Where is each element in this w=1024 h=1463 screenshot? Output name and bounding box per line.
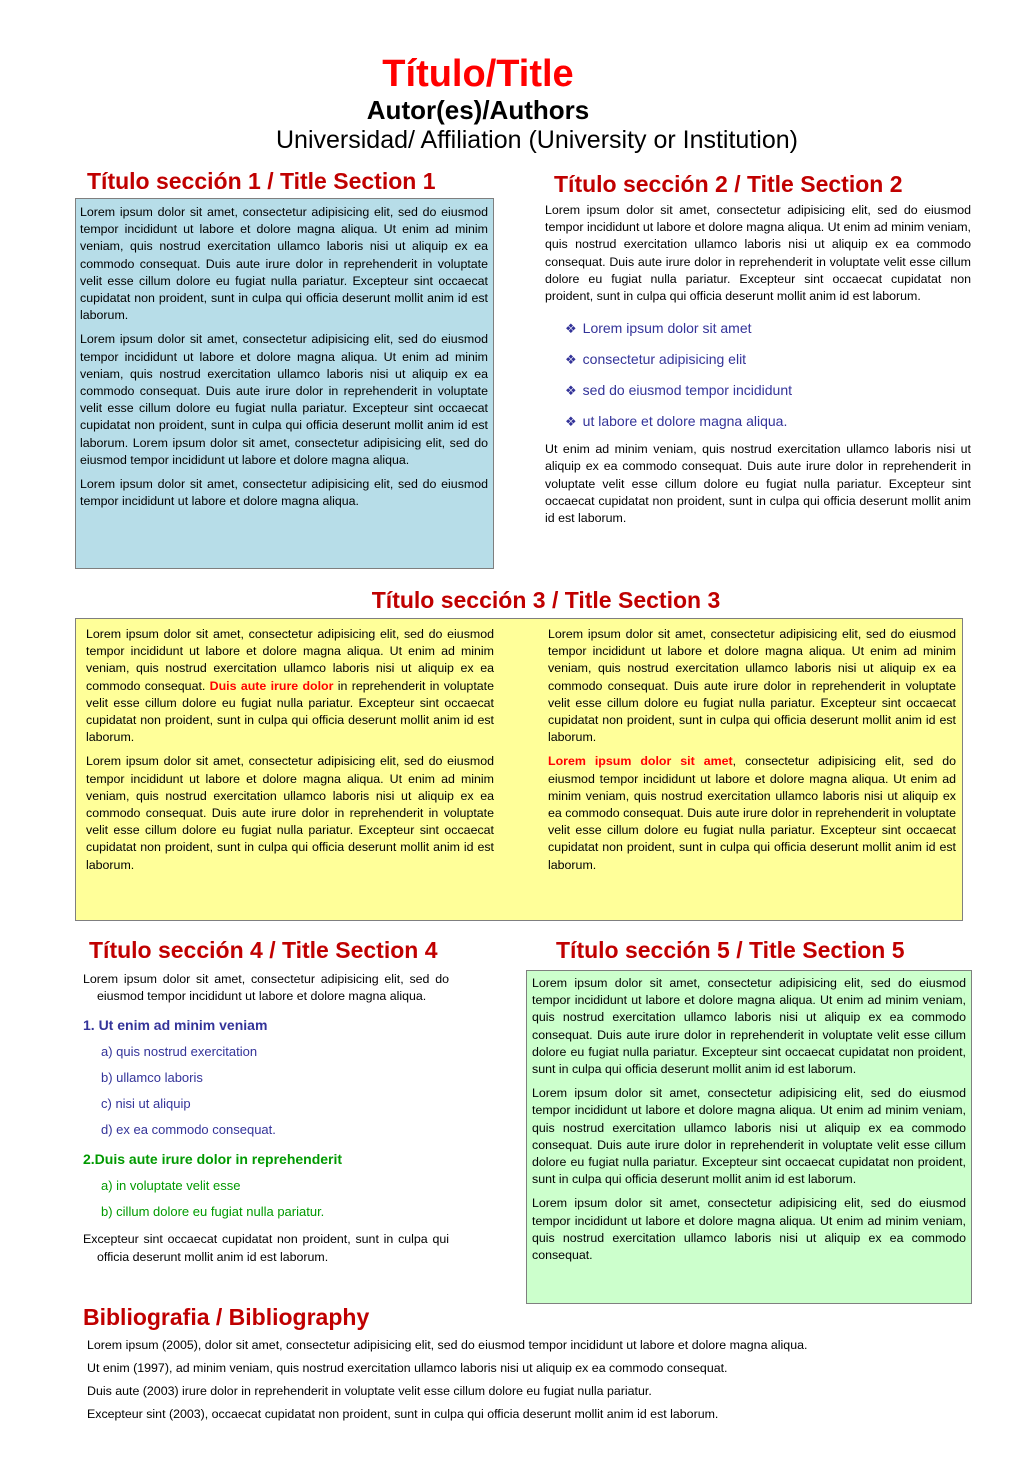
section-1-paragraph: Lorem ipsum dolor sit amet, consectetur adipisicing elit, sed do eiusmod tempor incididunt ut labore et dolore magna aliqua. Ut enim ad minim veniam, quis nostrud exercitation ullamco laboris nisi ut aliquip ex ea commodo consequat. Duis aute irure dolor in reprehenderit in voluptate velit esse cillum dolore eu fugiat nulla pariatur. Excepteur sint occaecat cupidatat non proident, sunt in culpa qui officia deserunt mollit anim id est laborum. Lorem ipsum dolor sit amet, consectetur adipisicing elit, sed do eiusmod tempor incididunt ut labore et dolore magna aliqua. bbox=[80, 332, 488, 467]
list-item: ❖ ut labore et dolore magna aliqua. bbox=[565, 413, 788, 430]
poster-affiliation: Universidad/ Affiliation (University or Institution) bbox=[276, 126, 798, 154]
section-5-paragraph: Lorem ipsum dolor sit amet, consectetur adipisicing elit, sed do eiusmod tempor incididunt ut labore et dolore magna aliqua. Ut enim ad minim veniam, quis nostrud exercitation ullamco laboris nisi ut aliquip ex ea commodo consequat. Duis aute irure dolor in reprehenderit in voluptate velit esse cillum dolore eu fugiat nulla pariatur. Excepteur sint occaecat cupidatat non proident, sunt in culpa qui officia deserunt mollit anim id est laborum. bbox=[532, 976, 966, 1077]
poster-authors: Autor(es)/Authors bbox=[366, 95, 590, 125]
list-item: d) ex ea commodo consequat. bbox=[101, 1122, 276, 1138]
bibliography-title: Bibliografia / Bibliography bbox=[83, 1304, 370, 1330]
section-4-intro: Lorem ipsum dolor sit amet, consectetur adipisicing elit, sed do eiusmod tempor incididunt ut labore et dolore magna aliqua. bbox=[83, 972, 449, 1004]
section-3-left-column bbox=[86, 626, 494, 874]
diamond-bullet-icon: ❖ bbox=[565, 383, 577, 399]
list-item: a) quis nostrud exercitation bbox=[101, 1044, 258, 1060]
numbered-item-2-sublist bbox=[83, 1173, 449, 1225]
numbered-item-1-sublist bbox=[83, 1039, 449, 1143]
diamond-bullet-icon: ❖ bbox=[565, 414, 577, 430]
list-item: a) in voluptate velit esse bbox=[101, 1178, 241, 1194]
list-item: b) ullamco laboris bbox=[101, 1070, 203, 1086]
diamond-bullet-icon: ❖ bbox=[565, 321, 577, 337]
bibliography-list bbox=[87, 1337, 987, 1423]
section-1-paragraph: Lorem ipsum dolor sit amet, consectetur adipisicing elit, sed do eiusmod tempor incididunt ut labore et dolore magna aliqua. Ut enim ad minim veniam, quis nostrud exercitation ullamco laboris nisi ut aliquip ex ea commodo consequat. Duis aute irure dolor in reprehenderit in voluptate velit esse cillum dolore eu fugiat nulla pariatur. Excepteur sint occaecat cupidatat non proident, sunt in culpa qui officia deserunt mollit anim id est laborum. bbox=[80, 205, 488, 323]
section-3-paragraph: Lorem ipsum dolor sit amet, consectetur adipisicing elit, sed do eiusmod tempor incididunt ut labore et dolore magna aliqua. Ut enim ad minim veniam, quis nostrud exercitation ullamco laboris nisi ut aliquip ex ea commodo consequat. Duis aute irure dolor in reprehenderit in voluptate velit esse cillum dolore eu fugiat nulla pariatur. Excepteur sint occaecat cupidatat non proident, sunt in culpa qui officia deserunt mollit anim id est laborum. bbox=[548, 627, 956, 745]
list-item: b) cillum dolore eu fugiat nulla pariatur. bbox=[101, 1204, 325, 1220]
bibliography-entry: Lorem ipsum (2005), dolor sit amet, consectetur adipisicing elit, sed do eiusmod tempor incididunt ut labore et dolore magna aliqua. bbox=[87, 1338, 808, 1352]
section-5-paragraph: Lorem ipsum dolor sit amet, consectetur adipisicing elit, sed do eiusmod tempor incididunt ut labore et dolore magna aliqua. Ut enim ad minim veniam, quis nostrud exercitation ullamco laboris nisi ut aliquip ex ea commodo consequat. Duis aute irure dolor in reprehenderit in voluptate velit esse cillum dolore eu fugiat nulla pariatur. Excepteur sint occaecat cupidatat non proident, sunt in culpa qui officia deserunt mollit anim id est laborum. bbox=[532, 1086, 966, 1187]
list-item: ❖ sed do eiusmod tempor incididunt bbox=[565, 382, 792, 399]
section-3-paragraph: Lorem ipsum dolor sit amet, consectetur adipisicing elit, sed do eiusmod tempor incididunt ut labore et dolore magna aliqua. Ut enim ad minim veniam, quis nostrud exercitation ullamco laboris nisi ut aliquip ex ea commodo consequat. Duis aute irure dolor in reprehenderit in voluptate velit esse cillum dolore eu fugiat nulla pariatur. Excepteur sint occaecat cupidatat non proident, sunt in culpa qui officia deserunt mollit anim id est laborum. bbox=[86, 627, 494, 745]
section-5-box bbox=[526, 970, 972, 1304]
section-3-box bbox=[75, 618, 963, 921]
list-item: c) nisi ut aliquip bbox=[101, 1096, 191, 1112]
bibliography-entry: Ut enim (1997), ad minim veniam, quis nostrud exercitation ullamco laboris nisi ut aliquip ex ea commodo consequat. bbox=[87, 1361, 728, 1375]
list-item: ❖ consectetur adipisicing elit bbox=[565, 351, 747, 368]
section-2-outro: Ut enim ad minim veniam, quis nostrud exercitation ullamco laboris nisi ut aliquip ex ea commodo consequat. Duis aute irure dolor in reprehenderit in voluptate velit esse cillum dolore eu fugiat nulla pariatur. Excepteur sint occaecat cupidatat non proident, sunt in culpa qui officia deserunt mollit anim id est laborum. bbox=[545, 442, 971, 526]
numbered-item-2: 2.Duis aute irure dolor in reprehenderit bbox=[83, 1151, 343, 1168]
diamond-bullet-icon: ❖ bbox=[565, 352, 577, 368]
list-item: ❖ Lorem ipsum dolor sit amet bbox=[565, 320, 752, 337]
highlighted-text: Lorem ipsum dolor sit amet bbox=[548, 754, 733, 769]
section-2-intro: Lorem ipsum dolor sit amet, consectetur adipisicing elit, sed do eiusmod tempor incididunt ut labore et dolore magna aliqua. Ut enim ad minim veniam, quis nostrud exercitation ullamco laboris nisi ut aliquip ex ea commodo consequat. Duis aute irure dolor in reprehenderit in voluptate velit esse cillum dolore eu fugiat nulla pariatur. Excepteur sint occaecat cupidatat non proident, sunt in culpa qui officia deserunt mollit anim id est laborum. bbox=[545, 203, 971, 304]
poster-title: Título/Title bbox=[382, 53, 574, 95]
section-1-paragraph: Lorem ipsum dolor sit amet, consectetur adipisicing elit, sed do eiusmod tempor incididunt ut labore et dolore magna aliqua. bbox=[80, 477, 488, 509]
section-4-outro: Excepteur sint occaecat cupidatat non proident, sunt in culpa qui officia deserunt mollit anim id est laborum. bbox=[83, 1232, 449, 1264]
section-4-title: Título sección 4 / Title Section 4 bbox=[89, 937, 438, 963]
section-2-title: Título sección 2 / Title Section 2 bbox=[554, 171, 903, 197]
section-5-title: Título sección 5 / Title Section 5 bbox=[556, 937, 905, 963]
highlighted-text: Duis aute irure dolor bbox=[209, 678, 334, 693]
section-3-title: Título sección 3 / Title Section 3 bbox=[371, 587, 721, 613]
section-3-right-column bbox=[548, 626, 956, 874]
numbered-item-1: 1. Ut enim ad minim veniam bbox=[83, 1017, 268, 1034]
section-5-paragraph: Lorem ipsum dolor sit amet, consectetur adipisicing elit, sed do eiusmod tempor incididunt ut labore et dolore magna aliqua. Ut enim ad minim veniam, quis nostrud exercitation ullamco laboris nisi ut aliquip ex ea commodo consequat. bbox=[532, 1196, 966, 1263]
section-2-body bbox=[545, 202, 971, 527]
section-3-paragraph: Lorem ipsum dolor sit amet, consectetur adipisicing elit, sed do eiusmod tempor incididunt ut labore et dolore magna aliqua. Ut enim ad minim veniam, quis nostrud exercitation ullamco laboris nisi ut aliquip ex ea commodo consequat. Duis aute irure dolor in reprehenderit in voluptate velit esse cillum dolore eu fugiat nulla pariatur. Excepteur sint occaecat cupidatat non proident, sunt in culpa qui officia deserunt mollit anim id est laborum. bbox=[86, 754, 494, 872]
section-3-paragraph: Lorem ipsum dolor sit amet, consectetur adipisicing elit, sed do eiusmod tempor incididunt ut labore et dolore magna aliqua. Ut enim ad minim veniam, quis nostrud exercitation ullamco laboris nisi ut aliquip ex ea commodo consequat. Duis aute irure dolor in reprehenderit in voluptate velit esse cillum dolore eu fugiat nulla pariatur. Excepteur sint occaecat cupidatat non proident, sunt in culpa qui officia deserunt mollit anim id est laborum. bbox=[548, 754, 957, 872]
section-4-body bbox=[83, 971, 449, 1266]
section-1-title: Título sección 1 / Title Section 1 bbox=[87, 168, 436, 194]
section-2-bullet-list bbox=[565, 313, 971, 437]
bibliography-entry: Excepteur sint (2003), occaecat cupidatat non proident, sunt in culpa qui officia deserunt mollit anim id est laborum. bbox=[87, 1407, 719, 1421]
bibliography-entry: Duis aute (2003) irure dolor in reprehenderit in voluptate velit esse cillum dolore eu fugiat nulla pariatur. bbox=[87, 1384, 652, 1398]
section-1-box bbox=[75, 198, 494, 569]
